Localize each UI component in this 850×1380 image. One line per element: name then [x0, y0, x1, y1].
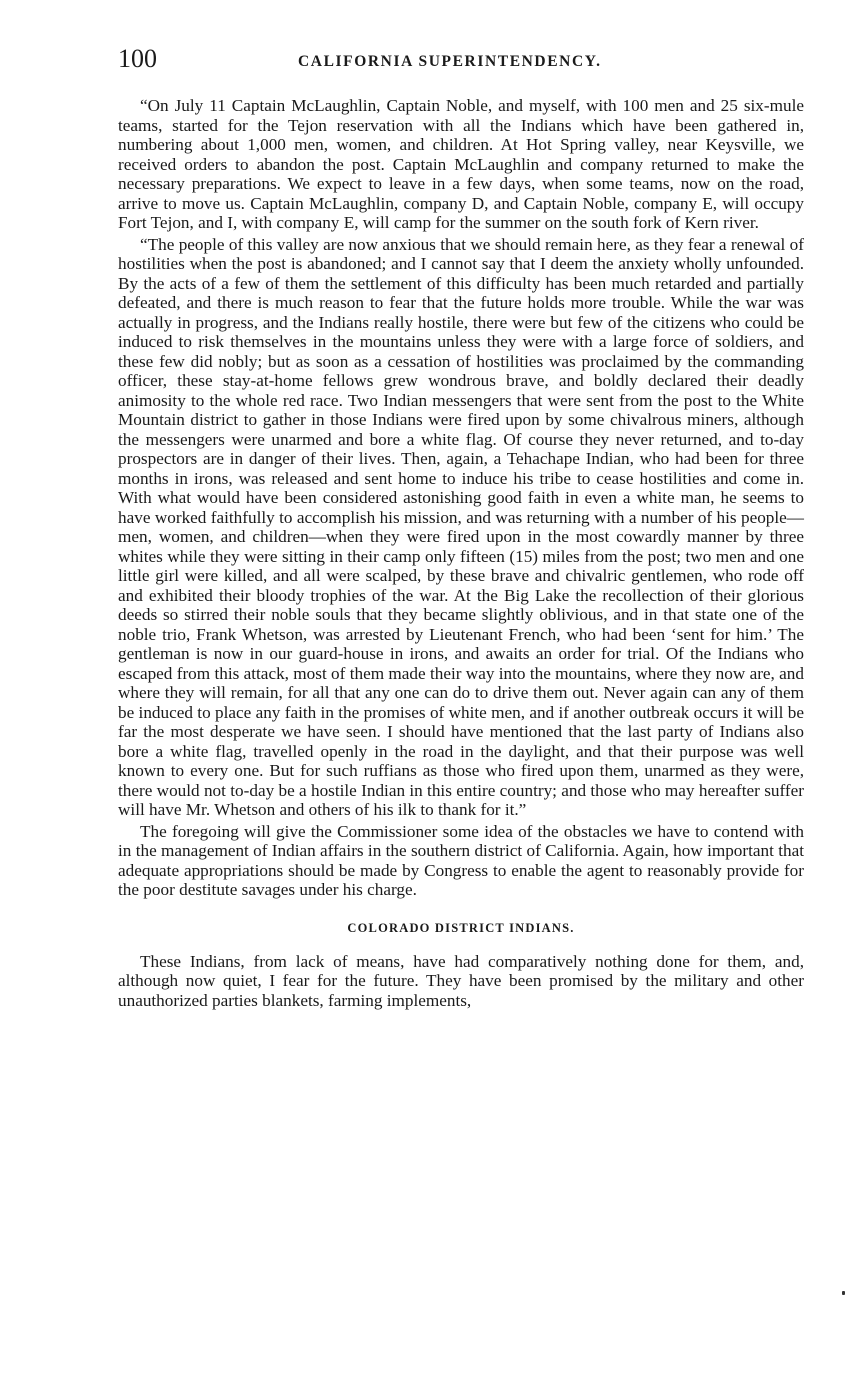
document-page: [118, 40, 804, 1010]
body-text: [118, 96, 804, 1010]
running-head: [118, 40, 804, 74]
paragraph-commissioner-obstacles: The foregoing will give the Commissioner some idea of the obstacles we have to contend with in the management of Indian affairs in the southern district of California. Again, how important that adequate appropriations should be made by Congress to enable the agent to reasonably provide for the poor destitute savages under his charge.: [118, 821, 804, 899]
paragraph-tejon-march: “On July 11 Captain McLaughlin, Captain Noble, and myself, with 100 men and 25 six-mule teams, started for the Tejon reservation with all the Indians which have been gathered in, numbering about 1,000 men, women, and children. At Hot Spring valley, near Keysville, we received orders to abandon the post. Captain McLaughlin and company returned to make the necessary preparations. We expect to leave in a few days, when some teams, now on the road, arrive to move us. Captain McLaughlin, company D, and Captain Noble, company E, will occupy Fort Tejon, and I, with company E, will camp for the summer on the south fork of Kern river.: [118, 96, 804, 232]
scan-speck: [842, 1291, 845, 1295]
paragraph-colorado-district: These Indians, from lack of means, have had comparatively nothing done for them, and, although now quiet, I fear for the future. They have been promised by the military and other unauthorized parties blankets, farming implements,: [118, 951, 804, 1010]
section-heading: COLORADO DISTRICT INDIANS.: [347, 920, 575, 935]
page-number: 100: [118, 44, 157, 73]
running-title: CALIFORNIA SUPERINTENDENCY.: [298, 53, 602, 70]
paragraph-valley-hostilities: “The people of this valley are now anxious that we should remain here, as they fear a renewal of hostilities when the post is abandoned; and I cannot say that I deem the anxiety wholly unfounded. By the acts of a few of them the settlement of this difficulty has been much retarded and partially defeated, and there is much reason to fear that the future holds more trouble. While the war was actually in progress, and the Indians really hostile, there were but few of the citizens who could be induced to risk themselves in the mountains unless they were with a large force of soldiers, and these few did nobly; but as soon as a cessation of hostilities was proclaimed by the commanding officer, these stay-at-home fellows grew wondrous brave, and boldly declared their deadly animosity to the whole red race. Two Indian messengers that were sent from the post to the White Mountain district to gather in those Indians were fired upon by some chivalrous miners, although the messengers were unarmed and bore a white flag. Of course they never returned, and to-day prospectors are in danger of their lives. Then, again, a Tehachape Indian, who had been for three months in irons, was released and sent home to induce his tribe to cease hostilities and come in. With what would have been considered astonishing good faith in even a white man, he seems to have worked faithfully to accomplish his mission, and was returning with a number of his people—men, women, and children—when they were fired upon in the most cowardly manner by three whites while they were sitting in their camp only fifteen (15) miles from the post; two men and one little girl were killed, and all were scalped, by these brave and chivalric gentlemen, who rode off and exhibited their bloody trophies of the war. At the Big Lake the recollection of their glorious deeds so stirred their noble souls that they became slightly oblivious, and in that state one of the noble trio, Frank Whetson, was arrested by Lieutenant French, who had been ‘sent for him.’ The gentleman is now in our guard-house in irons, and awaits an order for trial. Of the Indians who escaped from this attack, most of them made their way into the mountains, where they now are, and where they will remain, for all that any one can do to drive them out. Never again can any of them be induced to place any faith in the promises of white men, and if another outbreak occurs it will be far the most desperate we have seen. I should have mentioned that the last party of Indians also bore a white flag, travelled openly in the road in the daylight, and that their purpose was well known to every one. But for such ruffians as those who fired upon them, unarmed as they were, there would not to-day be a hostile Indian in this entire country; and those who may hereafter suffer will have Mr. Whetson and others of his ilk to thank for it.”: [118, 234, 804, 819]
